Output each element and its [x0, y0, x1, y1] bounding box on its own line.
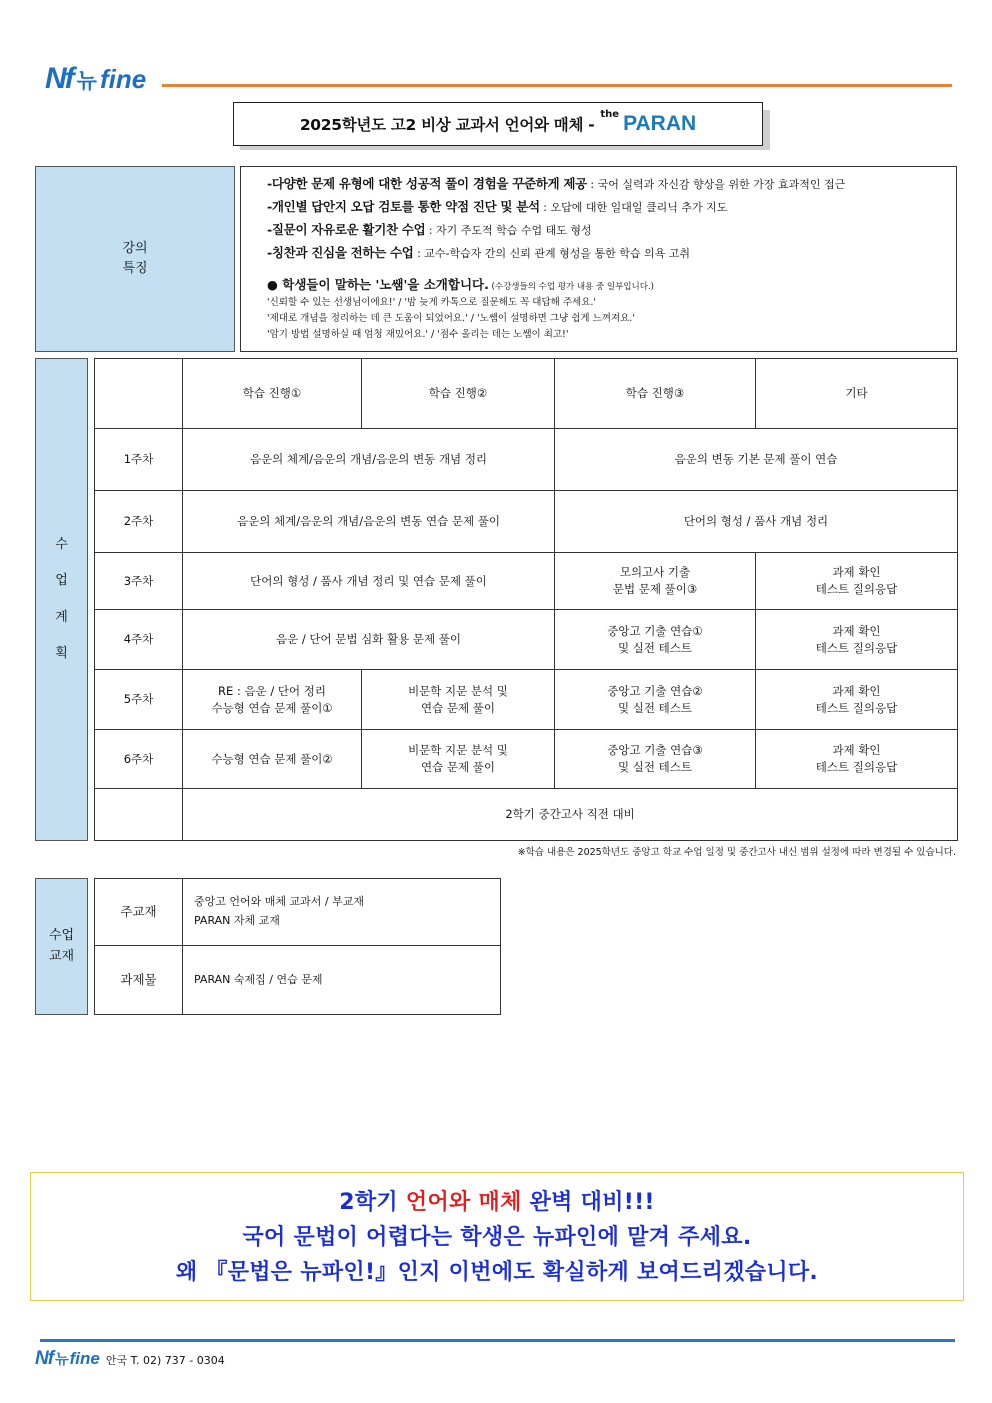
cell-line: 및 실전 테스트 — [618, 640, 692, 655]
footer-logo-text: fine — [69, 1349, 100, 1368]
logo-text: fine — [99, 64, 147, 94]
features-content — [240, 166, 957, 352]
cell-line: 테스트 질의응답 — [815, 640, 898, 655]
cell-line: 연습 문제 풀이 — [421, 700, 495, 715]
header-step-3: 학습 진행③ — [555, 359, 756, 429]
cell-line: 모의고사 기출 — [619, 565, 691, 580]
table-row — [95, 491, 958, 553]
promo-text: 2학기 — [339, 1190, 406, 1215]
week-label: 6주차 — [95, 730, 183, 789]
footer-contact: 안국 T. 02) 737 - 0304 — [105, 1354, 225, 1367]
table-row — [95, 429, 958, 491]
week-label: 5주차 — [95, 670, 183, 730]
feature-item-title: -개인별 답안지 오답 검토를 통한 약점 진단 및 분석 — [267, 199, 540, 214]
textbook-label — [35, 878, 88, 1015]
cell-line: 문법 문제 풀이③ — [612, 582, 698, 596]
promo-text: 완벽 대비!!! — [521, 1190, 655, 1215]
week-cell: 단어의 형성 / 품사 개념 정리 및 연습 문제 풀이 — [183, 553, 555, 610]
table-row — [95, 553, 958, 610]
week-cell: 음운의 체계/음운의 개념/음운의 변동 연습 문제 풀이 — [183, 491, 555, 553]
week-cell — [756, 730, 958, 789]
table-row — [95, 946, 501, 1015]
brand-logo — [45, 62, 146, 96]
header-divider — [162, 84, 952, 87]
cell-line: RE : 음운 / 단어 정리 — [218, 683, 326, 698]
footer-logo-mark: Nf — [35, 1348, 54, 1369]
textbook-label-line2: 교재 — [48, 948, 75, 964]
cell-line: 중앙고 기출 연습② — [607, 683, 703, 698]
promo-line-2: 국어 문법이 어렵다는 학생은 뉴파인에 맡겨 주세요. — [242, 1225, 752, 1250]
title-paran: PARAN — [623, 112, 697, 135]
footer-divider — [40, 1339, 955, 1342]
header-step-1: 학습 진행① — [183, 359, 362, 429]
week-cell — [555, 610, 756, 670]
features-label — [35, 166, 235, 352]
feature-item — [267, 218, 956, 241]
header-step-2: 학습 진행② — [362, 359, 555, 429]
cell-line: 및 실전 테스트 — [618, 760, 692, 774]
cell-line: 연습 문제 풀이 — [421, 760, 495, 774]
table-row — [95, 879, 501, 946]
week-cell — [756, 610, 958, 670]
logo-mark-text: Nf — [45, 62, 73, 95]
week-cell — [555, 670, 756, 730]
table-row — [95, 789, 958, 841]
week-cell — [756, 670, 958, 730]
week-label: 4주차 — [95, 610, 183, 670]
quote-line: '암기 방법 설명하실 때 엄청 재밌어요.' / '점수 올리는 데는 노쌤이 최고!' — [267, 329, 569, 340]
quotes-title-text: ● 학생들이 말하는 '노쌤'을 소개합니다. — [267, 277, 489, 292]
features-label-line1: 강의 — [122, 240, 148, 256]
feature-item-title: -질문이 자유로운 활기찬 수업 — [267, 222, 426, 237]
textbook-label-line1: 수업 — [48, 928, 75, 944]
quotes-title — [267, 275, 956, 295]
homework-label: 과제물 — [95, 946, 183, 1015]
feature-item-title: -칭찬과 진심을 전하는 수업 — [267, 245, 414, 260]
feature-item — [267, 172, 956, 195]
cell-line: 중앙고 언어와 매체 교과서 / 부교재 — [194, 895, 364, 909]
cell-line: 중앙고 기출 연습① — [607, 623, 703, 638]
table-row — [95, 670, 958, 730]
week-cell: 음운의 체계/음운의 개념/음운의 변동 개념 정리 — [183, 429, 555, 491]
cell-line: 과제 확인 — [832, 683, 881, 698]
feature-item-desc: : 자기 주도적 학습 수업 태도 형성 — [425, 224, 592, 237]
footer-logo — [35, 1348, 225, 1370]
cell-line: PARAN 자체 교재 — [194, 914, 280, 927]
cell-line: 테스트 질의응답 — [815, 700, 898, 715]
feature-item-desc: : 교수-학습자 간의 신뢰 관계 형성을 통한 학습 의욕 고취 — [413, 247, 690, 260]
promo-text — [471, 1190, 479, 1215]
feature-item-desc: : 국어 실력과 자신감 향상을 위한 가장 효과적인 접근 — [586, 178, 846, 191]
schedule-label-char: 수 — [55, 537, 68, 553]
cell-line: 과제 확인 — [832, 623, 881, 638]
main-textbook-value — [183, 879, 501, 946]
final-cell: 2학기 중간고사 직전 대비 — [183, 789, 958, 841]
week-cell — [756, 553, 958, 610]
week-cell — [555, 553, 756, 610]
title-sup: the — [600, 108, 620, 120]
feature-item — [267, 241, 956, 264]
promo-box — [30, 1172, 964, 1301]
feature-item — [267, 195, 956, 218]
promo-line-1 — [31, 1185, 963, 1220]
feature-item-title: -다양한 문제 유형에 대한 성공적 풀이 경험을 꾸준하게 제공 — [267, 176, 587, 191]
week-cell — [183, 670, 362, 730]
cell-line: 중앙고 기출 연습③ — [607, 743, 703, 758]
table-row — [95, 610, 958, 670]
page-title — [233, 102, 763, 146]
quote-line: '제대로 개념을 정리하는 데 큰 도움이 되었어요.' / '노쌤이 설명하면 그냥 쉽게 느껴져요.' — [267, 313, 635, 324]
cell-line: 과제 확인 — [832, 743, 881, 758]
cell-line: 테스트 질의응답 — [815, 582, 898, 596]
logo-korean: 뉴 — [76, 69, 97, 93]
week-cell — [362, 730, 555, 789]
logo-mark — [45, 62, 73, 96]
cell-line: 및 실전 테스트 — [618, 700, 692, 715]
title-main: 2025학년도 고2 비상 교과서 언어와 매체 - — [299, 116, 595, 134]
header-empty — [95, 359, 183, 429]
main-textbook-label: 주교재 — [95, 879, 183, 946]
feature-item-desc: : 오답에 대한 일대일 클리닉 추가 지도 — [539, 201, 728, 214]
week-cell: 수능형 연습 문제 풀이② — [183, 730, 362, 789]
week-cell — [362, 670, 555, 730]
schedule-table — [94, 358, 958, 841]
schedule-header-row — [95, 359, 958, 429]
week-label: 1주차 — [95, 429, 183, 491]
week-cell: 단어의 형성 / 품사 개념 정리 — [555, 491, 958, 553]
cell-line: 비문학 지문 분석 및 — [408, 743, 508, 758]
promo-line-3: 왜 『문법은 뉴파인!』인지 이번에도 확실하게 보여드리겠습니다. — [175, 1260, 819, 1285]
cell-line: 과제 확인 — [832, 565, 881, 580]
schedule-note: ※학습 내용은 2025학년도 중앙고 학교 수업 일정 및 중간고사 내신 범위 설정에 따라 변경될 수 있습니다. — [517, 847, 956, 858]
cell-line: 비문학 지문 분석 및 — [408, 683, 508, 698]
week-cell — [555, 730, 756, 789]
final-empty — [95, 789, 183, 841]
week-label: 2주차 — [95, 491, 183, 553]
schedule-label-char: 획 — [55, 645, 68, 661]
textbook-table — [94, 878, 501, 1015]
homework-value: PARAN 숙제집 / 연습 문제 — [183, 946, 501, 1015]
features-label-line2: 특징 — [122, 261, 148, 276]
schedule-label-char: 업 — [55, 573, 68, 589]
table-row — [95, 730, 958, 789]
schedule-label — [35, 358, 88, 841]
cell-line: 수능형 연습 문제 풀이① — [211, 700, 333, 715]
header-etc: 기타 — [756, 359, 958, 429]
quotes-note: (수강생들의 수업 평가 내용 중 일부입니다.) — [488, 282, 654, 292]
schedule-label-char: 계 — [55, 609, 68, 625]
footer-logo-korean: 뉴 — [55, 1352, 69, 1368]
quote-line: '신뢰할 수 있는 선생님이에요!' / '밤 늦게 카톡으로 질문해도 꼭 대답해 주세요.' — [267, 297, 597, 308]
week-label: 3주차 — [95, 553, 183, 610]
cell-line: 테스트 질의응답 — [815, 760, 898, 774]
promo-highlight: 매체 — [478, 1190, 522, 1215]
promo-highlight: 언어와 — [405, 1190, 471, 1215]
week-cell: 음운 / 단어 문법 심화 활용 문제 풀이 — [183, 610, 555, 670]
week-cell: 음운의 변동 기본 문제 풀이 연습 — [555, 429, 958, 491]
